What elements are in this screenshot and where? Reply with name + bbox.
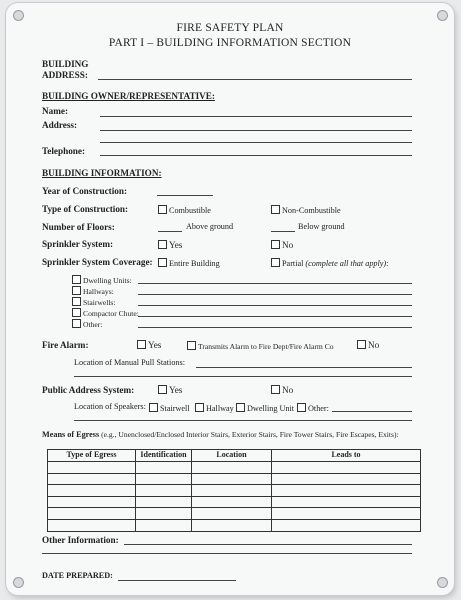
building-address-label-2: ADDRESS: — [42, 70, 88, 80]
table-cell[interactable] — [272, 473, 421, 485]
pa-label: Public Address System: — [42, 385, 135, 395]
checkbox-icon[interactable] — [271, 205, 280, 214]
egress-label: Means of Egress — [42, 430, 100, 439]
coverage-entire-option[interactable]: Entire Building — [158, 258, 220, 268]
checkbox-icon[interactable] — [137, 340, 146, 349]
checkbox-icon[interactable] — [72, 275, 81, 284]
table-cell[interactable] — [48, 496, 136, 508]
table-row — [48, 485, 421, 497]
page-title: FIRE SAFETY PLAN — [176, 22, 284, 34]
building-info-heading: BUILDING INFORMATION: — [42, 168, 162, 178]
table-cell[interactable] — [136, 462, 192, 474]
checkbox-icon[interactable] — [158, 240, 167, 249]
coverage-item-hallways[interactable]: Hallways: — [72, 286, 114, 296]
mounting-hole-icon — [13, 577, 24, 588]
floors-above-label: Above ground — [186, 222, 234, 231]
table-cell[interactable] — [192, 496, 272, 508]
mounting-hole-icon — [13, 10, 24, 21]
egress-header-row — [48, 450, 421, 462]
table-cell[interactable] — [192, 462, 272, 474]
partial-note: (complete all that apply) — [305, 259, 387, 268]
owner-name-label: Name: — [42, 106, 69, 116]
table-row — [48, 496, 421, 508]
floors-label: Number of Floors: — [42, 222, 115, 232]
fire-alarm-no-option[interactable]: No — [357, 340, 379, 350]
owner-heading: BUILDING OWNER/REPRESENTATIVE: — [42, 91, 215, 101]
egress-note: (e.g., Unenclosed/Enclosed Interior Stairs, Exterior Stairs, Fire Tower Stairs, Fire Escapes, Exits): — [101, 430, 399, 439]
coverage-item-stairwells[interactable]: Stairwells: — [72, 297, 115, 307]
table-cell[interactable] — [192, 519, 272, 531]
floors-above-line[interactable] — [158, 231, 182, 232]
table-row — [48, 462, 421, 474]
table-cell[interactable] — [136, 485, 192, 497]
fire-safety-plan-sign — [6, 3, 454, 595]
owner-telephone-label: Telephone: — [42, 146, 86, 156]
table-cell[interactable] — [192, 508, 272, 520]
other-info-line[interactable] — [124, 544, 412, 545]
egress-label-row — [42, 431, 399, 439]
other-info-line-2[interactable] — [42, 553, 412, 554]
speakers-label: Location of Speakers: — [74, 402, 146, 411]
coverage-line-hallways[interactable] — [138, 294, 412, 295]
table-cell[interactable] — [136, 473, 192, 485]
speakers-dwelling-option[interactable]: Dwelling Unit — [236, 403, 294, 413]
checkbox-icon[interactable] — [271, 258, 280, 267]
fire-alarm-yes-option[interactable]: Yes — [137, 340, 161, 350]
checkbox-icon[interactable] — [158, 205, 167, 214]
checkbox-icon[interactable] — [158, 385, 167, 394]
speakers-hallway-option[interactable]: Hallway — [195, 403, 234, 413]
mounting-hole-icon — [437, 577, 448, 588]
table-cell[interactable] — [136, 519, 192, 531]
coverage-line-dwelling[interactable] — [138, 283, 412, 284]
coverage-item-compactor[interactable]: Compactor Chute: — [72, 308, 139, 318]
checkbox-icon[interactable] — [72, 319, 81, 328]
coverage-line-compactor[interactable] — [138, 316, 412, 317]
coverage-partial-option[interactable]: Partial (complete all that apply): — [271, 258, 388, 268]
owner-telephone-line[interactable] — [100, 155, 412, 156]
table-row — [48, 473, 421, 485]
pull-stations-label: Location of Manual Pull Stations: — [74, 358, 185, 367]
pa-yes-option[interactable]: Yes — [158, 385, 182, 395]
construction-label: Type of Construction: — [42, 204, 129, 214]
table-cell[interactable] — [272, 462, 421, 474]
mounting-hole-icon — [437, 10, 448, 21]
date-prepared-line[interactable] — [118, 580, 236, 581]
checkbox-icon[interactable] — [72, 308, 81, 317]
checkbox-icon[interactable] — [158, 258, 167, 267]
pull-stations-line[interactable] — [196, 367, 412, 368]
speakers-other-option[interactable]: Other: — [297, 403, 329, 413]
checkbox-icon[interactable] — [271, 240, 280, 249]
floors-below-label: Below ground — [298, 222, 345, 231]
sprinkler-yes-option[interactable]: Yes — [158, 240, 182, 250]
table-cell[interactable] — [192, 485, 272, 497]
coverage-line-other[interactable] — [138, 327, 412, 328]
checkbox-icon[interactable] — [271, 385, 280, 394]
speakers-stairwell-option[interactable]: Stairwell — [149, 403, 190, 413]
egress-header-location: Location — [192, 450, 272, 462]
pull-stations-line-2[interactable] — [74, 376, 412, 377]
owner-address-line-2[interactable] — [100, 142, 412, 143]
non-combustible-option[interactable]: Non-Combustible — [271, 205, 341, 215]
table-cell[interactable] — [272, 496, 421, 508]
table-cell[interactable] — [136, 496, 192, 508]
egress-header-identification: Identification — [136, 450, 192, 462]
fire-alarm-transmits-option[interactable]: Transmits Alarm to Fire Dept/Fire Alarm Co — [187, 341, 334, 351]
checkbox-icon[interactable] — [195, 403, 204, 412]
table-cell[interactable] — [192, 473, 272, 485]
owner-name-line[interactable] — [100, 116, 412, 117]
owner-address-label: Address: — [42, 120, 78, 130]
checkbox-icon[interactable] — [297, 403, 306, 412]
floors-below-line[interactable] — [271, 231, 295, 232]
table-cell[interactable] — [272, 519, 421, 531]
checkbox-icon[interactable] — [357, 340, 366, 349]
date-prepared-label: DATE PREPARED: — [42, 571, 113, 580]
building-address-label-1: BUILDING — [42, 59, 89, 69]
checkbox-icon[interactable] — [72, 297, 81, 306]
coverage-item-dwelling[interactable]: Dwelling Units: — [72, 275, 132, 285]
table-row — [48, 519, 421, 531]
checkbox-icon[interactable] — [236, 403, 245, 412]
table-cell[interactable] — [48, 485, 136, 497]
owner-address-line-1[interactable] — [100, 130, 412, 131]
egress-header-leads-to: Leads to — [272, 450, 421, 462]
table-cell[interactable] — [48, 473, 136, 485]
checkbox-icon[interactable] — [72, 286, 81, 295]
building-address-line[interactable] — [98, 79, 412, 80]
table-cell[interactable] — [48, 519, 136, 531]
table-cell[interactable] — [48, 462, 136, 474]
combustible-option[interactable]: Combustible — [158, 205, 211, 215]
pa-no-option[interactable]: No — [271, 385, 293, 395]
checkbox-icon[interactable] — [187, 341, 196, 350]
table-cell[interactable] — [272, 508, 421, 520]
year-label: Year of Construction: — [42, 186, 128, 196]
sprinkler-label: Sprinkler System: — [42, 239, 114, 249]
table-row — [48, 508, 421, 520]
speakers-line-2[interactable] — [74, 420, 412, 421]
page-subtitle: PART I – BUILDING INFORMATION SECTION — [108, 37, 352, 49]
egress-header-type: Type of Egress — [48, 450, 136, 462]
checkbox-icon[interactable] — [149, 403, 158, 412]
coverage-item-other[interactable]: Other: — [72, 319, 102, 329]
sprinkler-no-option[interactable]: No — [271, 240, 293, 250]
other-info-label: Other Information: — [42, 535, 119, 545]
table-cell[interactable] — [272, 485, 421, 497]
table-cell[interactable] — [48, 508, 136, 520]
fire-alarm-label: Fire Alarm: — [42, 340, 89, 350]
egress-table — [47, 449, 421, 532]
coverage-label: Sprinkler System Coverage: — [42, 257, 153, 267]
coverage-line-stairwells[interactable] — [138, 305, 412, 306]
year-line[interactable] — [157, 195, 213, 196]
table-cell[interactable] — [136, 508, 192, 520]
speakers-other-line[interactable] — [332, 411, 412, 412]
